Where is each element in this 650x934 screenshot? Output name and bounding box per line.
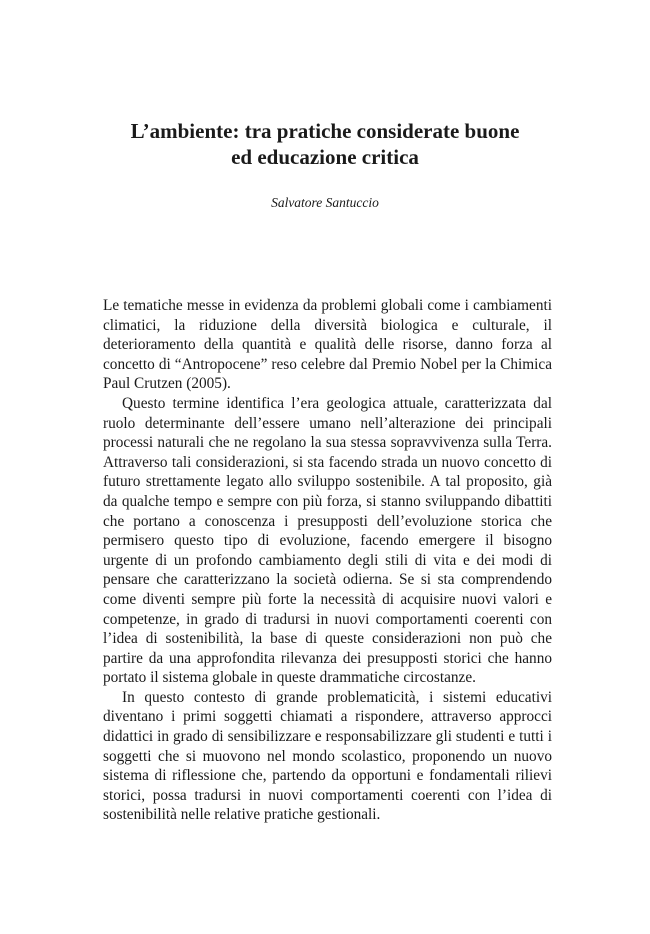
article-title-line-2: ed educazione critica (231, 145, 419, 169)
article-title-line-1: L’ambiente: tra pratiche considerate buone (130, 119, 520, 143)
article-title (60, 118, 590, 170)
article-author: Salvatore Santuccio (271, 195, 379, 210)
body-paragraph-3: In questo contesto di grande problematicità, i sistemi educativi diventano i primi soggetti chiamati a rispondere, attraverso approcci didattici in grado di sensibilizzare e responsabilizzare gli studenti e tutti i soggetti che si muovono nel mondo scolastico, proponendo un nuovo sistema di riflessione che, partendo da opportuni e fondamentali rilievi storici, possa tradursi in nuovi comportamenti coerenti con l’idea di sostenibilità nelle relative pratiche gestionali. (103, 688, 552, 824)
body-paragraph-2: Questo termine identifica l’era geologica attuale, caratterizzata dal ruolo determinante dell’essere umano nell’alterazione dei principali processi naturali che ne regolano la sua stessa sopravvivenza sulla Terra. Attraverso tali considerazioni, si sta facendo strada un nuovo concetto di futuro strettamente legato allo sviluppo sostenibile. A tal proposito, già da qualche tempo e sempre con più forza, si stanno sviluppando dibattiti che portano a conoscenza i presupposti dell’evoluzione storica che permisero questo tipo di evoluzione, facendo emergere il bisogno urgente di un profondo cambiamento degli stili di vita e dei modi di pensare che caratterizzano la società odierna. Se si sta comprendendo come diventi sempre più forte la necessità di acquisire nuovi valori e competenze, in grado di tradursi in nuovi comportamenti coerenti con l’idea di sostenibilità, la base di queste considerazioni non può che partire da una approfondita rilevanza dei presupposti storici che hanno portato il sistema globale in queste drammatiche circostanze. (103, 394, 552, 687)
article-body (103, 296, 552, 825)
body-paragraph-1: Le tematiche messe in evidenza da problemi globali come i cambiamenti climatici, la riduzione della diversità biologica e culturale, il deterioramento della quantità e qualità delle risorse, danno forza al concetto di “Antropocene” reso celebre dal Premio Nobel per la Chimica Paul Crutzen (2005). (103, 297, 552, 393)
